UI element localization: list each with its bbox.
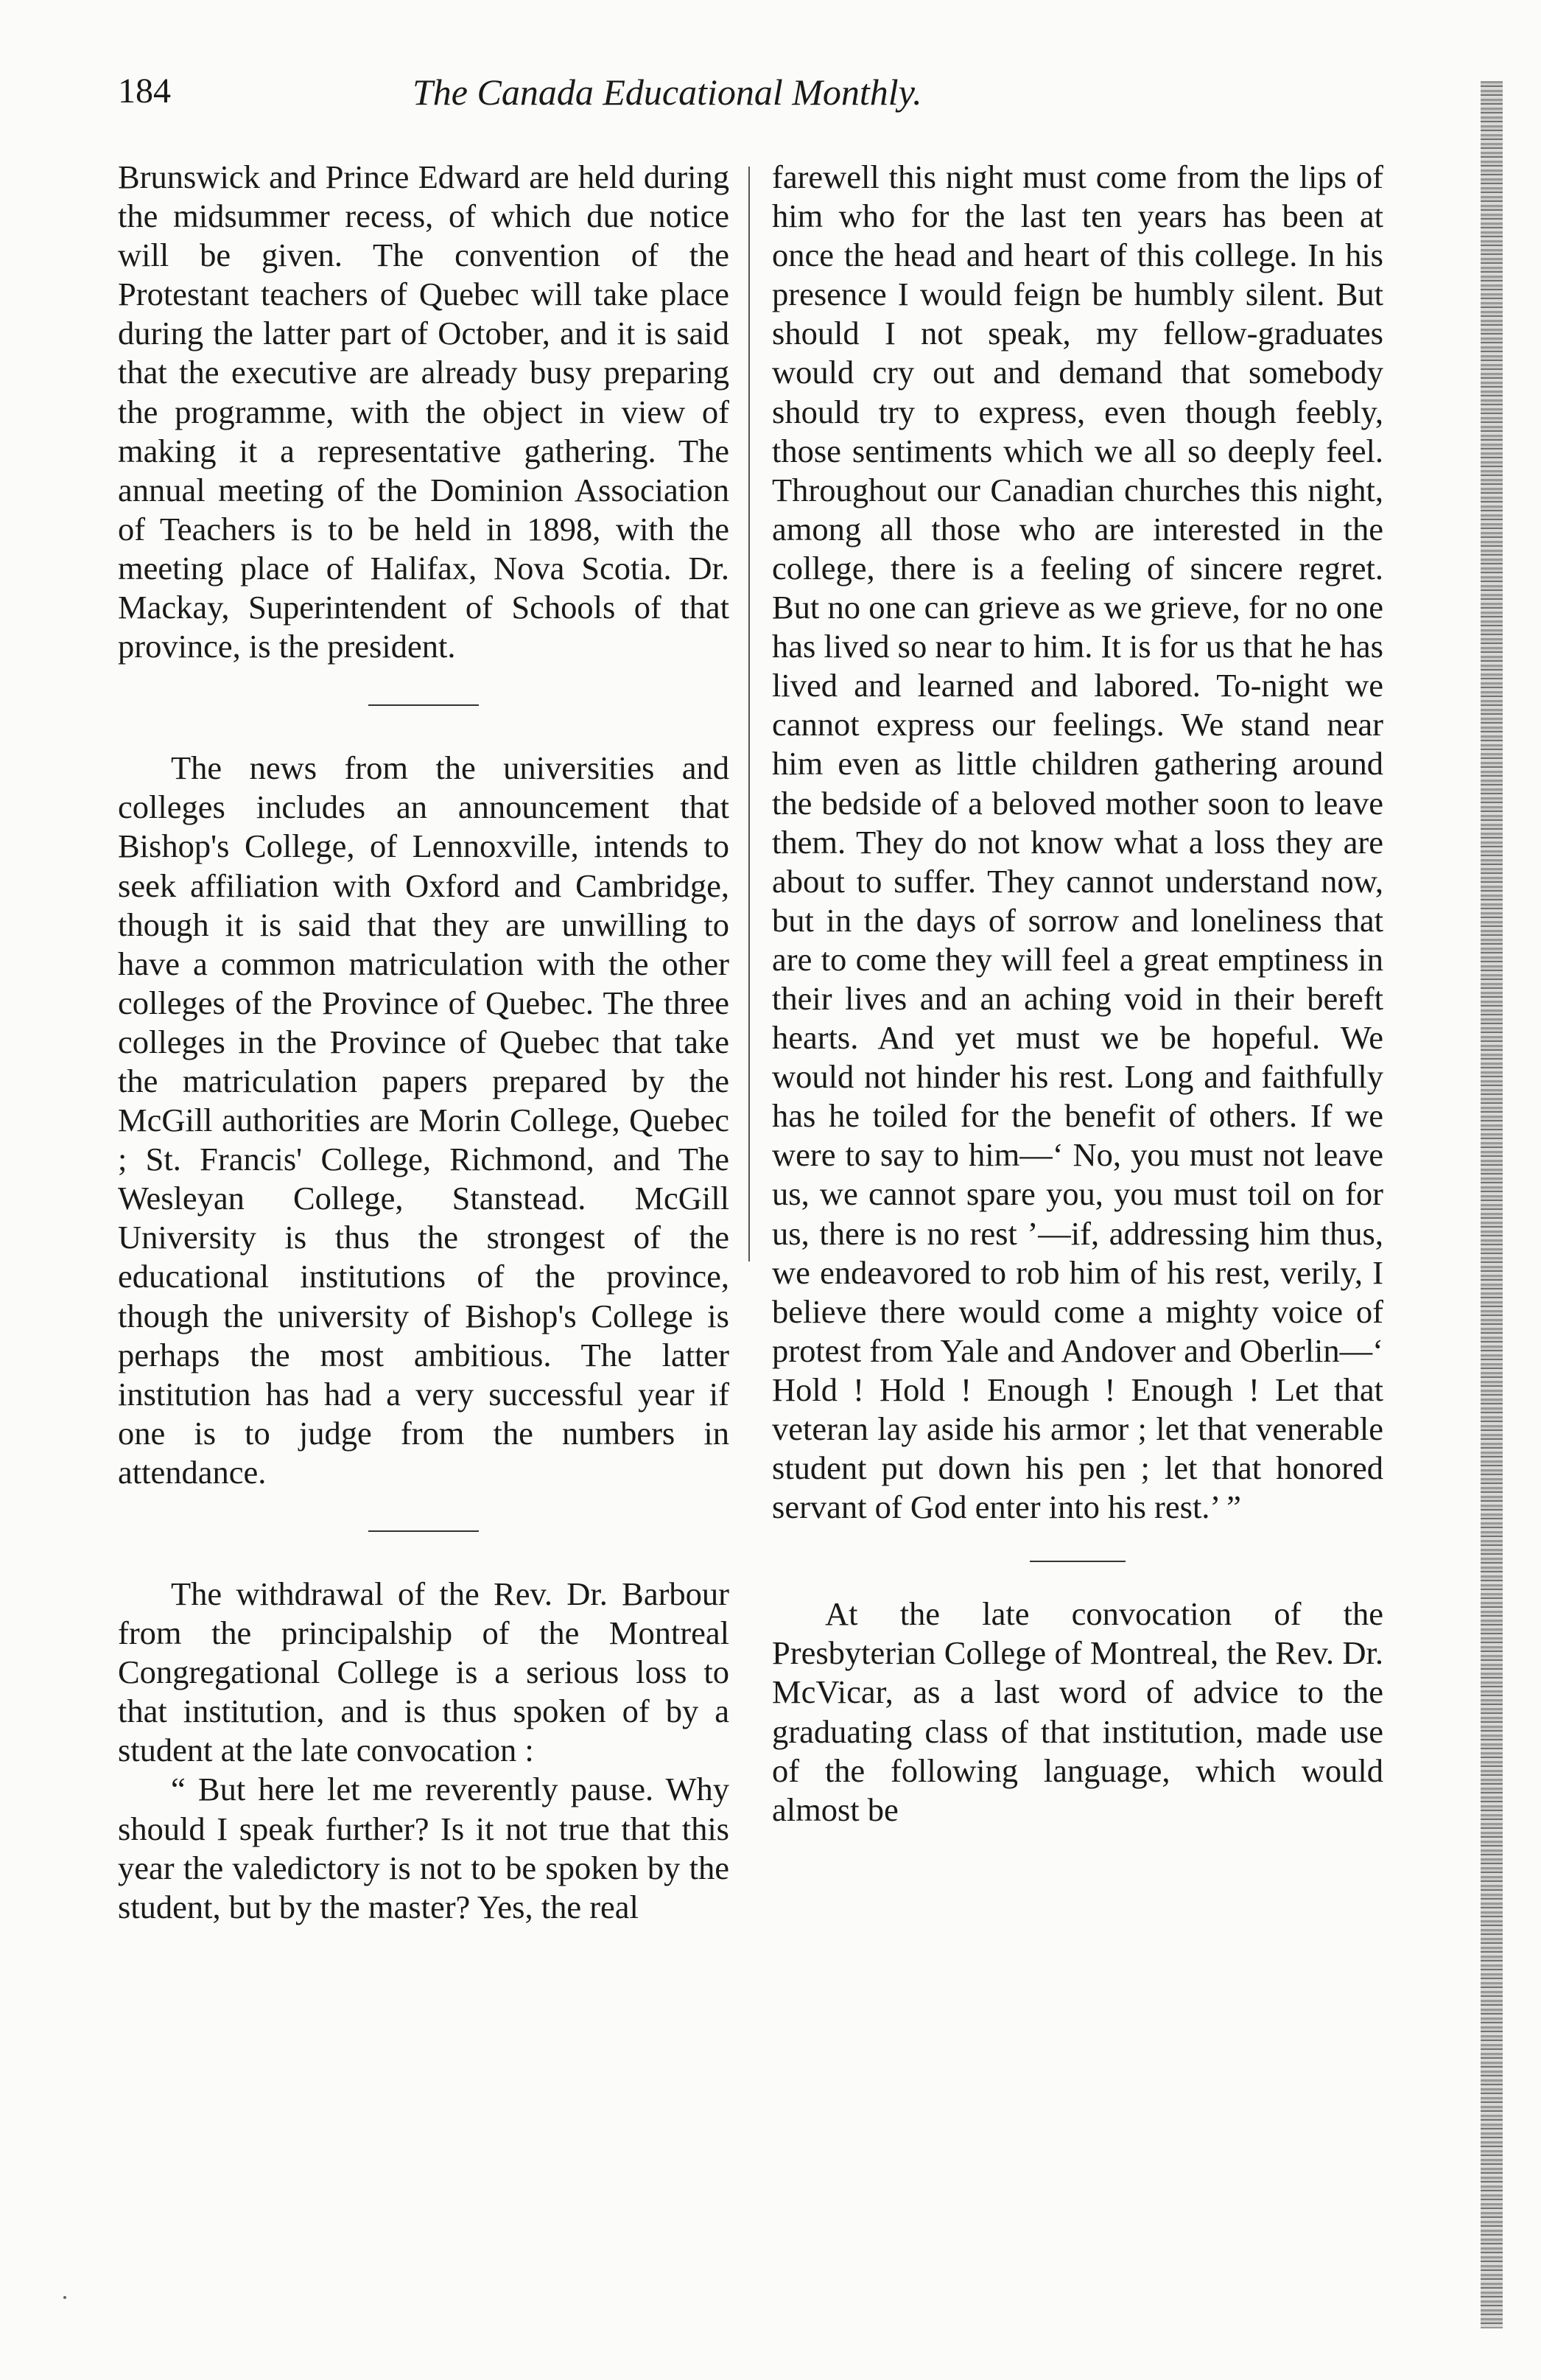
- section-rule: [368, 1530, 479, 1532]
- scan-speck: [63, 2296, 66, 2299]
- paragraph-valedictory-quote-continued: farewell this night must come from the lips of him who for the last ten years has been at once the head and heart of this college. In his presence I would feign be humbly silent. But should I not speak, my fellow-graduates would cry out and demand that somebody should try to express, even though feebly, those sentiments which we all so deeply feel. Throughout our Canadian churches this night, among all those who are interested in the college, there is a feeling of sincere regret. But no one can grieve as we grieve, for no one has lived so near to him. It is for us that he has lived and learned and labored. To-night we cannot express our feelings. We stand near him even as little children gathering around the bedside of a beloved mother soon to leave them. They do not know what a loss they are about to suffer. They cannot understand now, but in the days of sorrow and loneliness that are to come they will feel a great emptiness in their lives and an aching void in their bereft hearts. And yet must we be hopeful. We would not hinder his rest. Long and faithfully has he toiled for the benefit of others. If we were to say to him—‘ No, you must not leave us, we cannot spare you, you must toil on for us, there is no rest ’—if, addressing him thus, we endeavored to rob him of his rest, verily, I believe there would come a mighty voice of protest from Yale and Andover and Oberlin—‘ Hold ! Hold ! Enough ! Enough ! Let that veteran lay aside his armor ; let that venerable student put down his pen ; let that honored servant of God enter into his rest.’ ”: [772, 158, 1383, 1526]
- paragraph-valedictory-quote-start: “ But here let me reverently pause. Why should I speak further? Is it not true that this year the valedictory is not to be spoken by the student, but by the master? Yes, the real: [118, 1771, 729, 1925]
- page-number: 184: [118, 71, 171, 111]
- section-rule: [368, 704, 479, 706]
- paragraph-conventions: Brunswick and Prince Edward are held during the midsummer recess, of which due notice will be given. The convention of the Protestant teachers of Quebec will take place during the latter part of October, and it is said that the executive are already busy preparing the programme, with the object in view of making it a representative gathering. The annual meeting of the Dominion Association of Teachers is to be held in 1898, with the meeting place of Halifax, Nova Scotia. Dr. Mackay, Superintendent of Schools of that province, is the president.: [118, 158, 729, 665]
- section-rule: [1030, 1561, 1126, 1562]
- paragraph-universities-news: The news from the universities and colleges includes an announcement that Bishop's College, of Lennoxville, intends to seek affiliation with Oxford and Cambridge, though it is said that they are unwilling to have a common matriculation with the other colleges of the Province of Quebec. The three colleges in the Province of Quebec that take the matriculation papers prepared by the McGill authorities are Morin College, Quebec ; St. Francis' College, Richmond, and The Wesleyan College, Stanstead. McGill University is thus the strongest of the educational institutions of the province, though the university of Bishop's College is perhaps the most ambitious. The latter institution has had a very successful year if one is to judge from the numbers in attendance.: [118, 749, 729, 1491]
- right-column: [772, 158, 1383, 1830]
- page-edge-scan-artifact: [1481, 81, 1503, 2328]
- page-header: [118, 71, 1400, 130]
- paragraph-barbour-withdrawal: The withdrawal of the Rev. Dr. Barbour from the principalship of the Montreal Congregational College is a serious loss to that institution, and is thus spoken of by a student at the late convocation :: [118, 1575, 729, 1769]
- left-column: [118, 158, 729, 1927]
- column-divider: [748, 167, 750, 1261]
- paragraph-presbyterian-convocation: At the late convocation of the Presbyterian College of Montreal, the Rev. Dr. McVicar, as a last word of advice to the graduating class of that institution, made use of the following language, which would almost be: [772, 1595, 1383, 1828]
- running-title: The Canada Educational Monthly.: [413, 71, 922, 113]
